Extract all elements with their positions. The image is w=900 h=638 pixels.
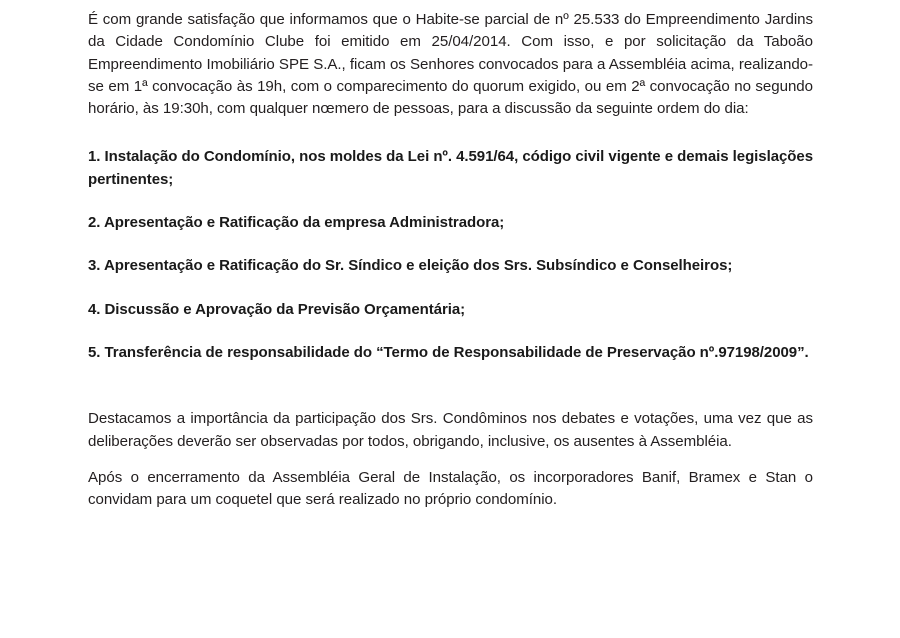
agenda-item-1: 1. Instalação do Condomínio, nos moldes da Lei nº. 4.591/64, código civil vigente e demais legislações pertinentes;: [88, 148, 813, 188]
agenda-list: [88, 146, 813, 364]
spacer-between-closing: [88, 453, 813, 467]
spacer-agenda-3: [88, 278, 813, 299]
closing-paragraph-2: Após o encerramento da Assembléia Geral de Instalação, os incorporadores Banif, Bramex e Stan o convidam para um coquetel que será realizado no próprio condomínio.: [88, 468, 813, 509]
spacer-agenda-4: [88, 321, 813, 342]
agenda-item-2: 2. Apresentação e Ratificação da empresa Administradora;: [88, 214, 505, 232]
agenda-item-5: 5. Transferência de responsabilidade do “Termo de Responsabilidade de Preservação nº.97198/2009”.: [88, 343, 809, 361]
spacer-agenda-1: [88, 191, 813, 212]
closing-paragraph-1: Destacamos a importância da participação dos Srs. Condôminos nos debates e votações, uma vez que as deliberações deverão ser observadas por todos, obrigando, inclusive, os ausentes à Assembléia.: [88, 410, 813, 450]
spacer-after-intro: [88, 120, 813, 146]
spacer-agenda-2: [88, 234, 813, 255]
document-body: [88, 9, 813, 511]
spacer-after-agenda: [88, 364, 813, 408]
intro-paragraph: É com grande satisfação que informamos que o Habite-se parcial de nº 25.533 do Empreendimento Jardins da Cidade Condomínio Clube foi emitido em 25/04/2014. Com isso, e por solicitação da Taboão Empreendimento Imobiliário SPE S.A., ficam os Senhores convocados para a Assembléia acima, realizando-se em 1ª convocação às 19h, com o comparecimento do quorum exigido, ou em 2ª convocação no segundo horário, às 19:30h, com qualquer nœmero de pessoas, para a discussão da seguinte ordem do dia:: [88, 11, 813, 118]
agenda-item-3: 3. Apresentação e Ratificação do Sr. Síndico e eleição dos Srs. Subsíndico e Conselheiros;: [88, 257, 733, 275]
agenda-item-4: 4. Discussão e Aprovação da Previsão Orçamentária;: [88, 300, 466, 318]
